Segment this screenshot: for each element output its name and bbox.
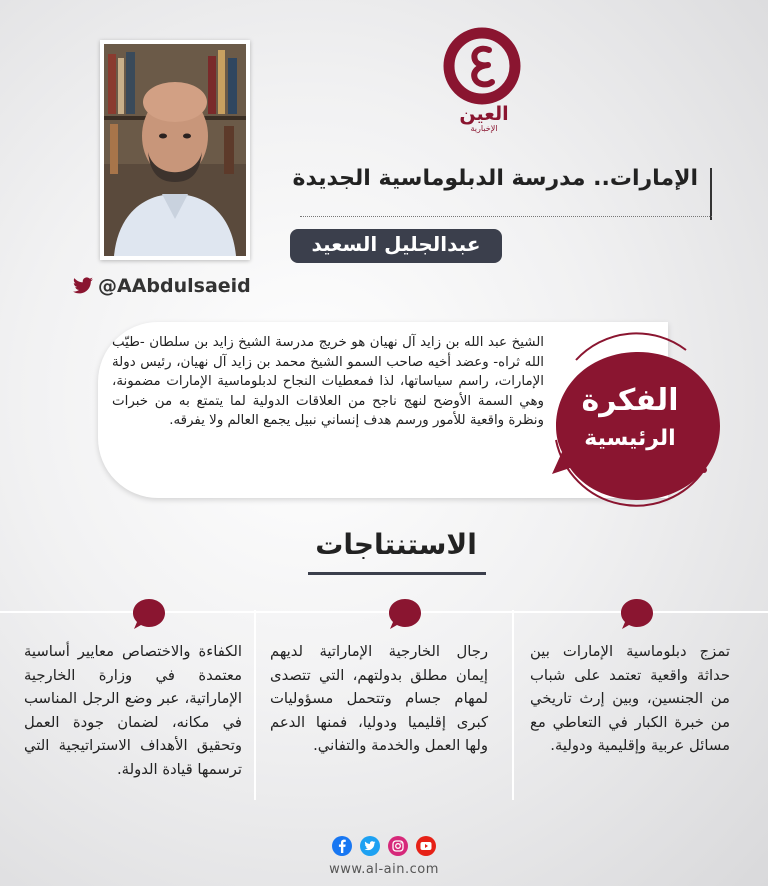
speech-bubble-icon bbox=[618, 596, 656, 634]
conclusions-title: الاستنتاجات bbox=[315, 528, 477, 561]
conclusions-underline bbox=[308, 572, 486, 575]
twitter-handle-text: @AAbdulsaeid bbox=[98, 275, 251, 297]
conclusion-item: تمزج دبلوماسية الإمارات بين حداثة واقعية تعتمد على شباب من الجنسين، وبين إرث تاريخي من خبرة الكبار في التعاطي مع مسائل عربية وإقليمية ودولية. bbox=[530, 643, 730, 755]
youtube-icon[interactable] bbox=[416, 836, 436, 856]
brand-logo-icon bbox=[442, 26, 522, 106]
author-name: عبدالجليل السعيد bbox=[311, 232, 481, 256]
title-rule bbox=[710, 168, 712, 220]
brand-name: العين bbox=[459, 103, 509, 125]
conclusion-item: رجال الخارجية الإماراتية لديهم إيمان مطلق بدولتهم، التي تتصدى لمهام جسام وتتحمل مسؤوليات كبرى إقليميا ودوليا، فمنها الدعم ولها العمل والخدمة والتفاني. bbox=[270, 643, 488, 755]
facebook-icon[interactable] bbox=[332, 836, 352, 856]
author-photo bbox=[104, 44, 246, 256]
main-idea-title: الفكرة bbox=[581, 383, 679, 418]
column-divider bbox=[254, 610, 256, 800]
speech-bubble-icon bbox=[130, 596, 168, 634]
brand-subtitle: الإخبارية bbox=[470, 124, 498, 133]
main-idea-text: الشيخ عبد الله بن زايد آل نهيان هو خريج مدرسة الشيخ زايد بن سلطان -طيّب الله ثراه- وعضد أخيه صاحب السمو الشيخ محمد بن زايد آل نهيان، رئيس دولة الإمارات، راسم سياساتها، لذا فمعطيات النجاح لدبلوماسية الإمارات مضمونة، وهي السمة الأوضح لنهج ناجح من العلاقات الدولية لما يتمتع به من خبرات ونظرة واقعية للأمور ورسم هدف إنساني نبيل يجمع العالم ولا يفرقه. bbox=[112, 335, 544, 429]
instagram-icon[interactable] bbox=[388, 836, 408, 856]
author-twitter[interactable] bbox=[72, 275, 252, 297]
column-divider bbox=[512, 610, 514, 800]
title-divider bbox=[300, 216, 712, 217]
website-link[interactable]: www.al-ain.com bbox=[329, 862, 439, 877]
twitter-icon bbox=[72, 277, 94, 295]
article-title: الإمارات.. مدرسة الدبلوماسية الجديدة bbox=[292, 166, 698, 191]
twitter-icon[interactable] bbox=[360, 836, 380, 856]
speech-bubble-icon bbox=[386, 596, 424, 634]
social-icons bbox=[311, 836, 457, 856]
main-idea-subtitle: الرئيسية bbox=[584, 426, 676, 451]
conclusion-item: الكفاءة والاختصاص معايير أساسية معتمدة في وزارة الخارجية الإماراتية، عبر وضع الرجل المناسب في مكانه، لضمان جودة العمل وتحقيق الأهداف الاستراتيجية التي ترسمها قيادة الدولة. bbox=[24, 643, 242, 778]
